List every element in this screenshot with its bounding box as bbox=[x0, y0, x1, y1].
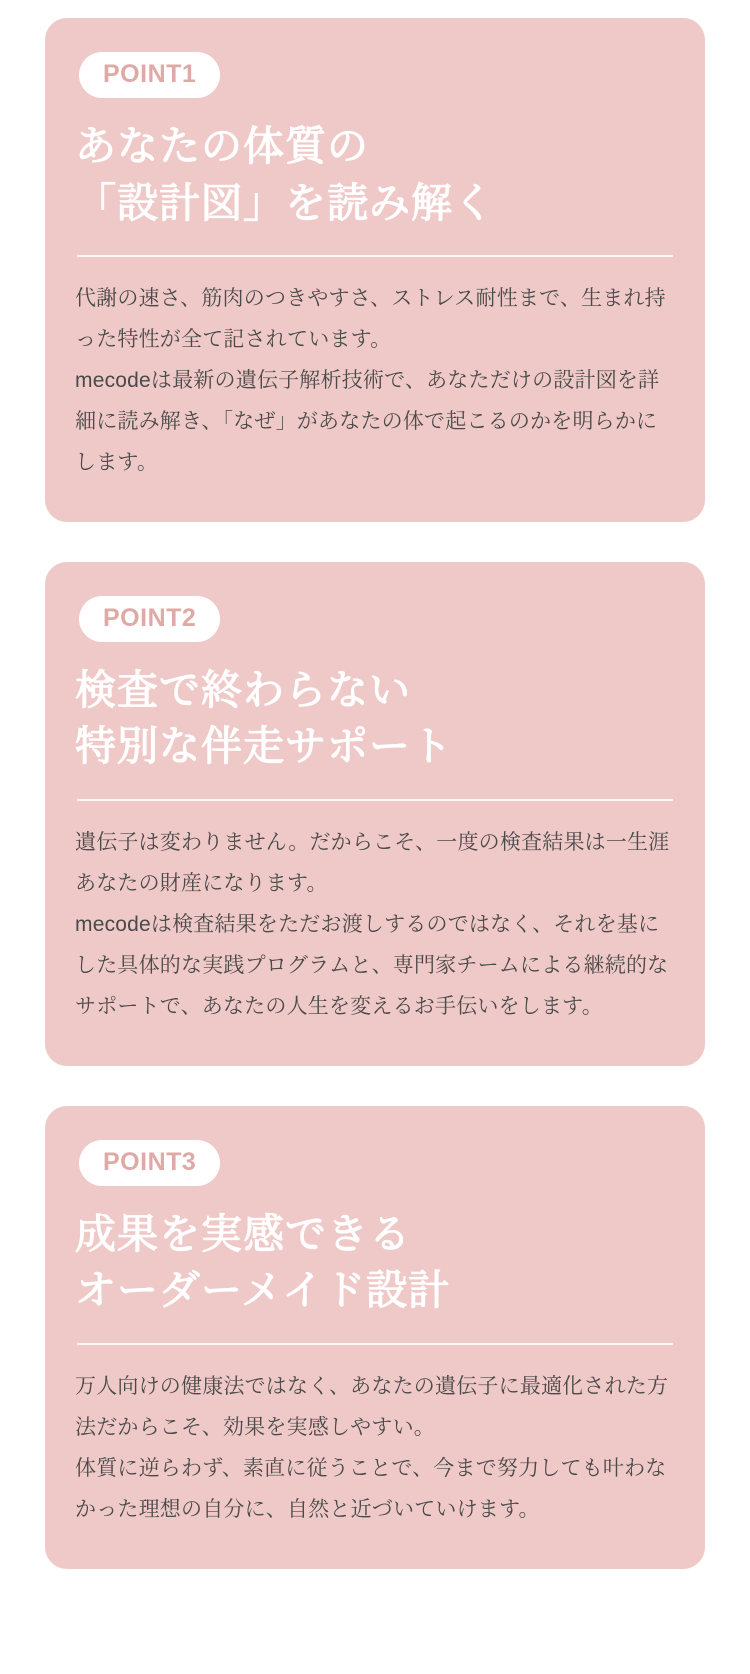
point-body-3-paragraph-2: 体質に逆らわず、素直に従うことで、今まで努力しても叶わなかった理想の自分に、自然と近づいていけます。 bbox=[75, 1456, 667, 1521]
point-card-3 bbox=[45, 1106, 705, 1569]
points-card-list bbox=[45, 18, 705, 1569]
point-headline-3-line-1: 成果を実感できる bbox=[75, 1210, 411, 1257]
point-body-1-paragraph-1: 代謝の速さ、筋肉のつきやすさ、ストレス耐性まで、生まれ持った特性が全て記されています。 bbox=[75, 287, 666, 352]
point-body-3-paragraph-1: 万人向けの健康法ではなく、あなたの遺伝子に最適化された方法だからこそ、効果を実感しやすい。 bbox=[75, 1374, 669, 1439]
point-body-2 bbox=[75, 823, 675, 1028]
point-body-1-paragraph-2: mecodeは最新の遺伝子解析技術で、あなただけの設計図を詳細に読み解き、「なぜ」があなたの体で起こるのかを明らかにします。 bbox=[75, 369, 660, 474]
point-headline-1 bbox=[75, 118, 675, 231]
point-headline-2 bbox=[75, 662, 675, 775]
point-card-2 bbox=[45, 562, 705, 1066]
point-body-3 bbox=[75, 1367, 675, 1531]
point-divider-3 bbox=[77, 1343, 673, 1345]
point-headline-3 bbox=[75, 1206, 675, 1319]
point-body-2-paragraph-1: 遺伝子は変わりません。だからこそ、一度の検査結果は一生涯あなたの財産になります。 bbox=[75, 831, 670, 895]
point-body-1 bbox=[75, 279, 675, 484]
point-badge-3: POINT3 bbox=[79, 1140, 220, 1186]
point-headline-1-line-2: 「設計図」を読み解く bbox=[75, 179, 495, 226]
point-badge-1: POINT1 bbox=[79, 52, 220, 98]
point-card-1 bbox=[45, 18, 705, 522]
point-body-2-paragraph-2: mecodeは検査結果をただお渡しするのではなく、それを基にした具体的な実践プログラムと、専門家チームによる継続的なサポートで、あなたの人生を変えるお手伝いをします。 bbox=[75, 912, 669, 1018]
point-headline-3-line-2: オーダーメイド設計 bbox=[75, 1267, 451, 1314]
point-badge-2: POINT2 bbox=[79, 596, 220, 642]
point-divider-2 bbox=[77, 799, 673, 801]
point-headline-2-line-1: 検査で終わらない bbox=[75, 666, 411, 713]
point-headline-1-line-1: あなたの体質の bbox=[75, 123, 369, 169]
point-divider-1 bbox=[77, 255, 673, 257]
point-headline-2-line-2: 特別な伴走サポート bbox=[75, 723, 453, 770]
